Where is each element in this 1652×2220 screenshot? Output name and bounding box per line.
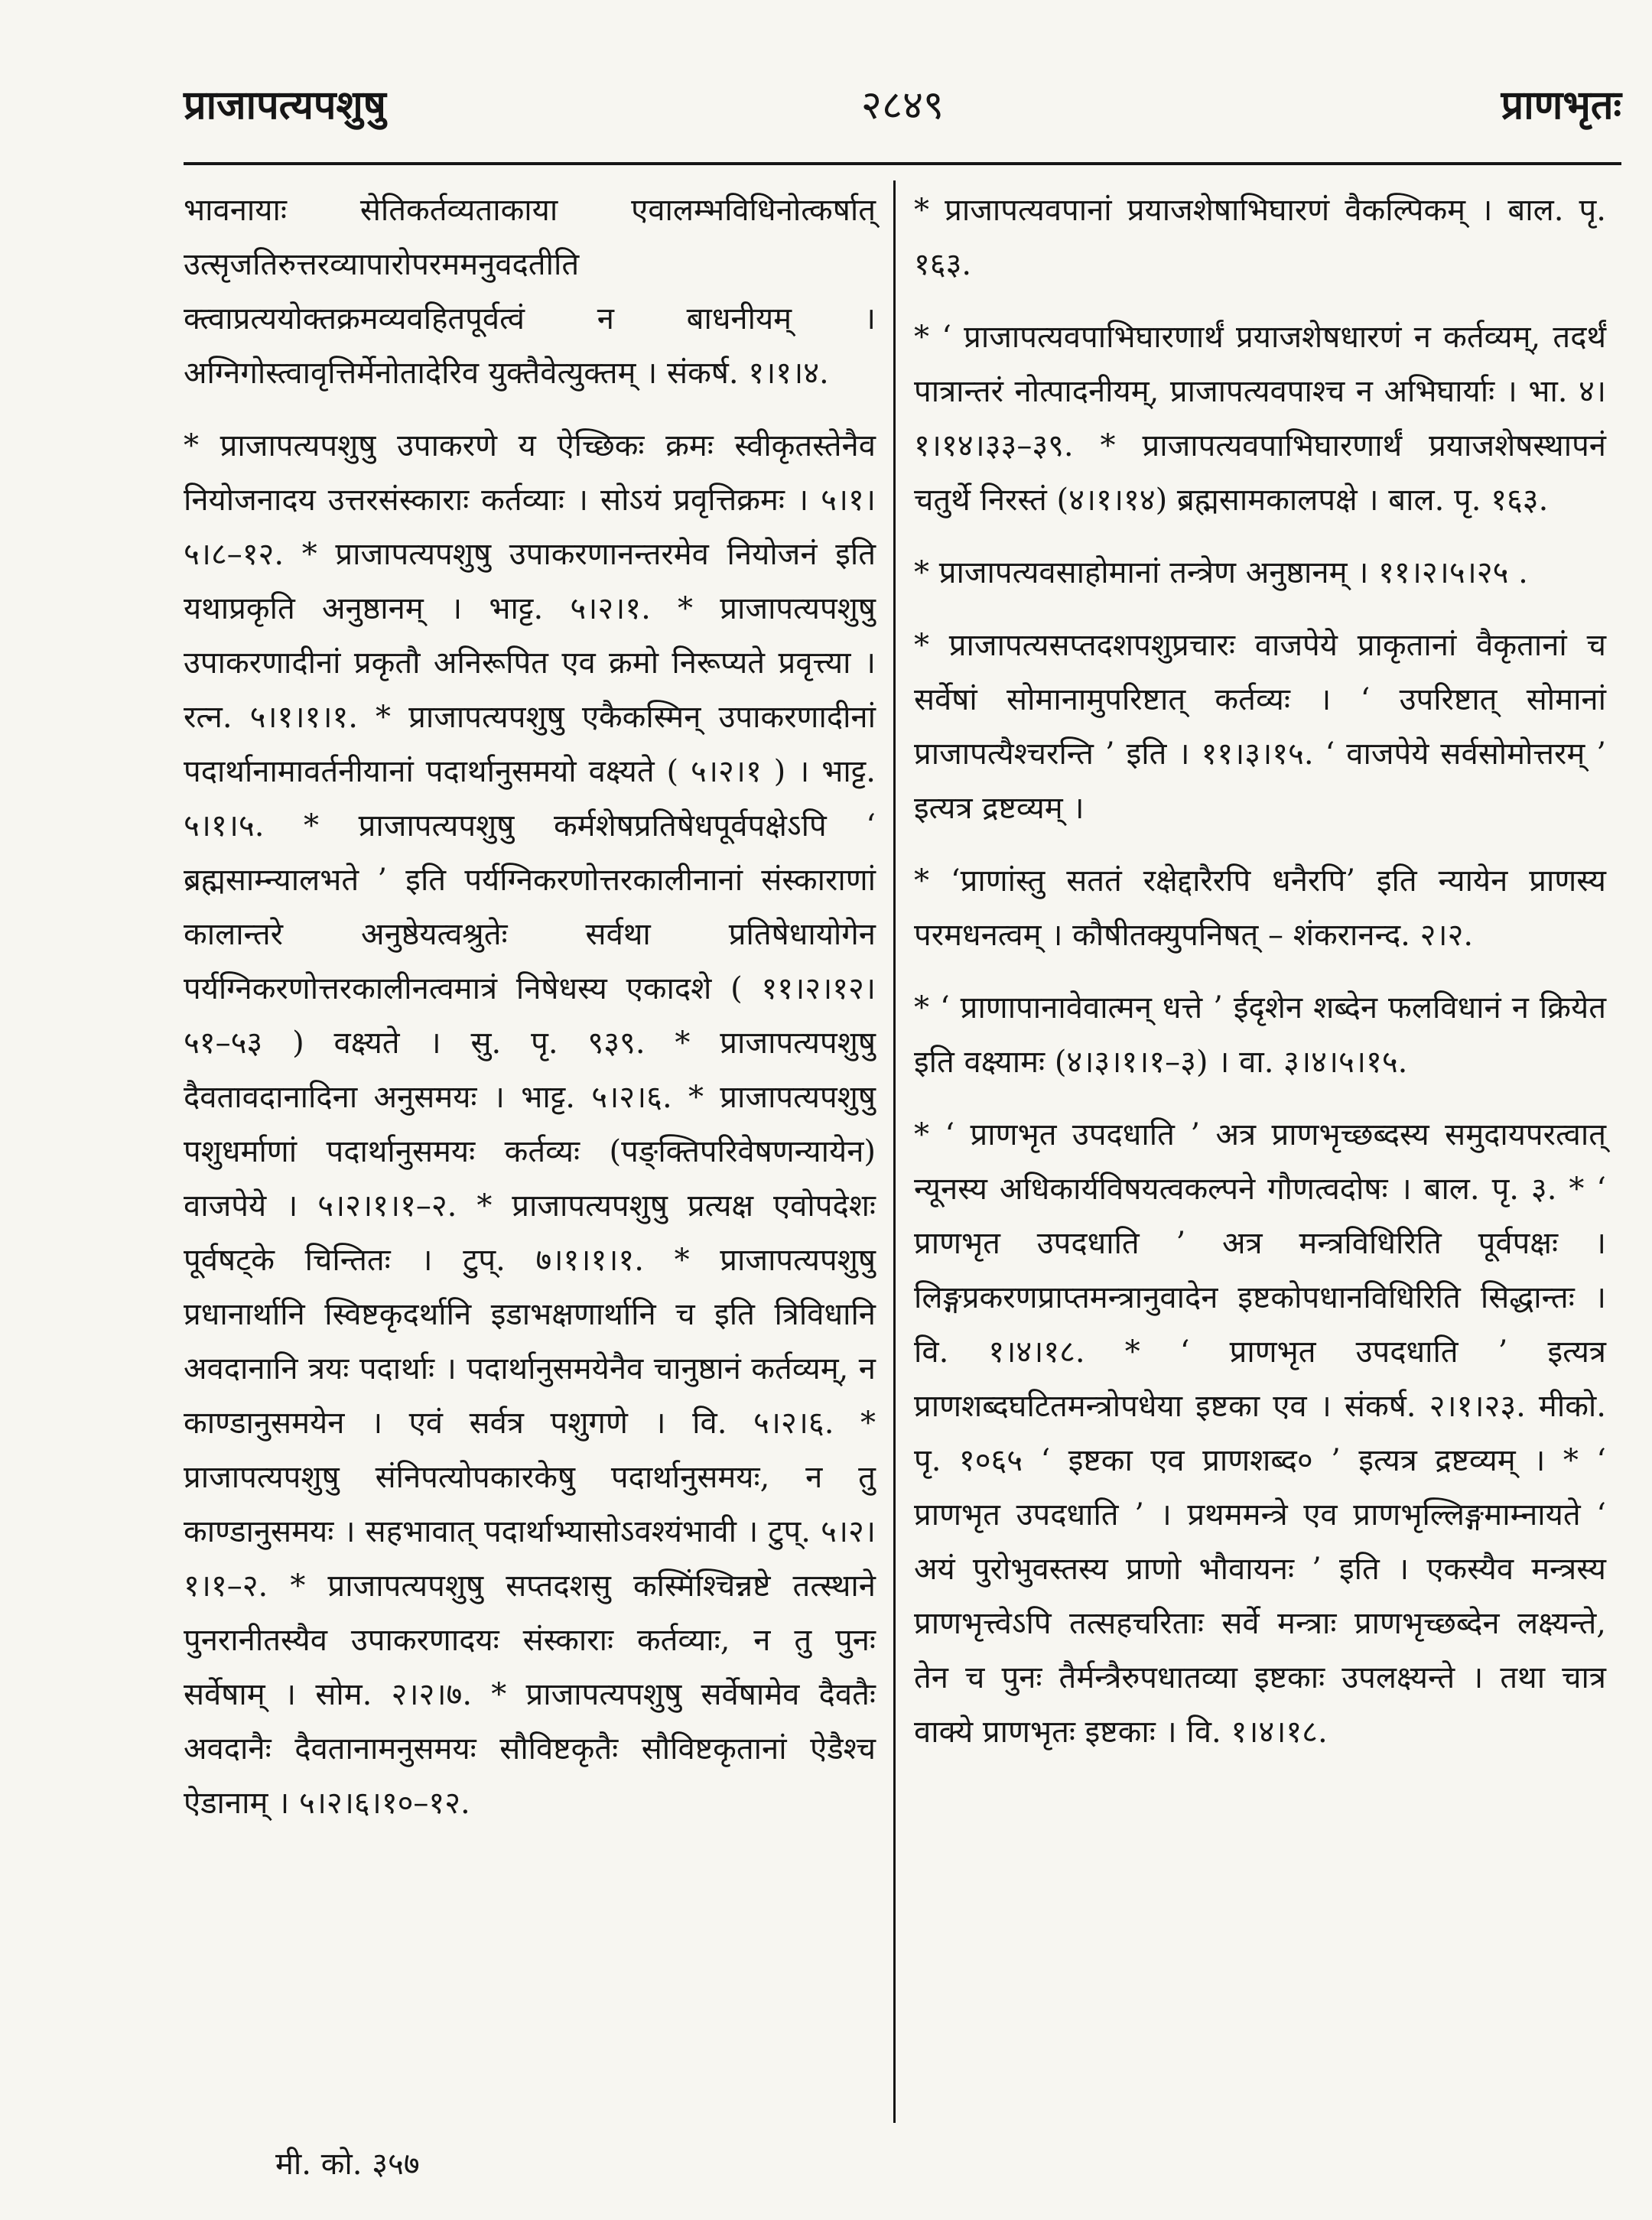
left-paragraph: * प्राजापत्यपशुषु उपाकरणे य ऐच्छिकः क्रमः स्वीकृतस्तेनैव नियोजनादय उत्तरसंस्काराः कर्तव्याः । सोऽयं प्रवृत्तिक्रमः । ५।१।५।८–१२. * प्राजापत्यपशुषु उपाकरणानन्तरमेव नियोजनं इति यथाप्रकृति अनुष्ठानम् । भाट्ट. ५।२।१. * प्राजापत्यपशुषु उपाकरणादीनां प्रकृतौ अनिरूपित एव क्रमो निरूप्यते प्रवृत्त्या । रत्न. ५।१।१।१. * प्राजापत्यपशुषु एकैकस्मिन् उपाकरणादीनां पदार्थानामावर्तनीयानां पदार्थानुसमयो वक्ष्यते ( ५।२।१ ) । भाट्ट. ५।१।५. * प्राजापत्यपशुषु कर्मशेषप्रतिषेधपूर्वपक्षेऽपि ‘ ब्रह्मसाम्न्यालभते ’ इति पर्यग्निकरणोत्तरकालीनानां संस्काराणां कालान्तरे अनुष्ठेयत्वश्रुतेः सर्वथा प्रतिषेधायोगेन पर्यग्निकरणोत्तरकालीनत्वमात्रं निषेधस्य एकादशे ( ११।२।१२।५१–५३ ) वक्ष्यते । सु. पृ. ९३९. * प्राजापत्यपशुषु दैवतावदानादिना अनुसमयः । भाट्ट. ५।२।६. * प्राजापत्यपशुषु पशुधर्माणां पदार्थानुसमयः कर्तव्यः (पङ्क्तिपरिवेषणन्यायेन) वाजपेये । ५।२।१।१–२. * प्राजापत्यपशुषु प्रत्यक्ष एवोपदेशः पूर्वषट्के चिन्तितः । टुप्. ७।१।१।१. * प्राजापत्यपशुषु प्रधानार्थानि स्विष्टकृदर्थानि इडाभक्षणार्थानि च इति त्रिविधानि अवदानानि त्रयः पदार्थाः । पदार्थानुसमयेनैव चानुष्ठानं कर्तव्यम्, न काण्डानुसमयेन । एवं सर्वत्र पशुगणे । वि. ५।२।६. * प्राजापत्यपशुषु संनिपत्योपकारकेषु पदार्थानुसमयः, न तु काण्डानुसमयः । सहभावात् पदार्थाभ्यासोऽवश्यंभावी । टुप्. ५।२।१।१–२. * प्राजापत्यपशुषु सप्तदशसु कस्मिंश्चिन्नष्टे तत्स्थाने पुनरानीतस्यैव उपाकरणादयः संस्काराः कर्तव्याः, न तु पुनः सर्वेषाम् । सोम. २।२।७. * प्राजापत्यपशुषु सर्वेषामेव दैवतैः अवदानैः दैवतानामनुसमयः सौविष्टकृतैः सौविष्टकृतानां ऐडैश्च ऐडानाम् । ५।२।६।१०–१२. bbox=[184, 428, 876, 1821]
right-paragraph: * ‘प्राणांस्तु सततं रक्षेद्दारैरपि धनैरपि’ इति न्यायेन प्राणस्य परमधनत्वम् । कौषीतक्युपनिषत् – शंकरानन्द. २।२. bbox=[914, 863, 1606, 953]
right-paragraph: * प्राजापत्यवपानां प्रयाजशेषाभिघारणं वैकल्पिकम् । बाल. पृ. १६३. bbox=[914, 193, 1606, 282]
right-column bbox=[914, 184, 1606, 1778]
header-right-word: प्राणभृतः bbox=[1501, 82, 1621, 128]
left-column bbox=[184, 184, 876, 1849]
column-divider bbox=[893, 180, 896, 2123]
header-left-word: प्राजापत्यपशुषु bbox=[184, 82, 386, 128]
page-footer: मी. को. ३५७ bbox=[275, 2147, 420, 2182]
left-paragraph: भावनायाः सेतिकर्तव्यताकाया एवालम्भविधिनोत्कर्षात् उत्सृजतिरुत्तरव्यापारोपरममनुवदतीति क्त्वाप्रत्ययोक्तक्रमव्यवहितपूर्वत्वं न बाधनीयम् । अग्निगोस्त्वावृत्तिर्मेनोतादेरिव युक्तैवेत्युक्तम् । संकर्ष. १।१।४. bbox=[184, 193, 876, 391]
right-paragraph: * प्राजापत्यसप्तदशपशुप्रचारः वाजपेये प्राकृतानां वैकृतानां च सर्वेषां सोमानामुपरिष्टात् कर्तव्यः । ‘ उपरिष्टात् सोमानां प्राजापत्यैश्चरन्ति ’ इति । ११।३।१५. ‘ वाजपेये सर्वसोमोत्तरम् ’ इत्यत्र द्रष्टव्यम् । bbox=[914, 628, 1606, 826]
header-rule bbox=[184, 162, 1621, 165]
right-paragraph: * प्राजापत्यवसाहोमानां तन्त्रेण अनुष्ठानम् । ११।२।५।२५ . bbox=[914, 555, 1528, 590]
right-paragraph: * ‘ प्राणभृत उपदधाति ’ अत्र प्राणभृच्छब्दस्य समुदायपरत्वात् न्यूनस्य अधिकार्यविषयत्वकल्पने गौणत्वदोषः । बाल. पृ. ३. * ‘ प्राणभृत उपदधाति ’ अत्र मन्त्रविधिरिति पूर्वपक्षः । लिङ्गप्रकरणप्राप्तमन्त्रानुवादेन इष्टकोपधानविधिरिति सिद्धान्तः । वि. १।४।१८. * ‘ प्राणभृत उपदधाति ’ इत्यत्र प्राणशब्दघटितमन्त्रोपधेया इष्टका एव । संकर्ष. २।१।२३. मीको. पृ. १०६५ ‘ इष्टका एव प्राणशब्द० ’ इत्यत्र द्रष्टव्यम् । * ‘ प्राणभृत उपदधाति ’ । प्रथममन्त्रे एव प्राणभृल्लिङ्गमाम्नायते ‘ अयं पुरोभुवस्तस्य प्राणो भौवायनः ’ इति । एकस्यैव मन्त्रस्य प्राणभृत्त्वेऽपि तत्सहचरिताः सर्वे मन्त्राः प्राणभृच्छब्देन लक्ष्यन्ते, तेन च पुनः तैर्मन्त्रैरुपधातव्या इष्टकाः उपलक्ष्यन्ते । तथा चात्र वाक्ये प्राणभृतः इष्टकाः । वि. १।४।१८. bbox=[914, 1117, 1606, 1750]
right-paragraph: * ‘ प्राणापानावेवात्मन् धत्ते ’ ईदृशेन शब्देन फलविधानं न क्रियेत इति वक्ष्यामः (४।३।१।१–३) । वा. ३।४।५।१५. bbox=[914, 990, 1606, 1080]
right-paragraph: * ‘ प्राजापत्यवपाभिघारणार्थं प्रयाजशेषधारणं न कर्तव्यम्, तदर्थं पात्रान्तरं नोत्पादनीयम्, प्राजापत्यवपाश्च न अभिघार्याः । भा. ४।१।१४।३३–३९. * प्राजापत्यवपाभिघारणार्थं प्रयाजशेषस्थापनं चतुर्थे निरस्तं (४।१।१४) ब्रह्मसामकालपक्षे । बाल. पृ. १६३. bbox=[914, 320, 1606, 518]
page-number: २८४९ bbox=[860, 83, 945, 128]
page-header bbox=[184, 76, 1621, 138]
